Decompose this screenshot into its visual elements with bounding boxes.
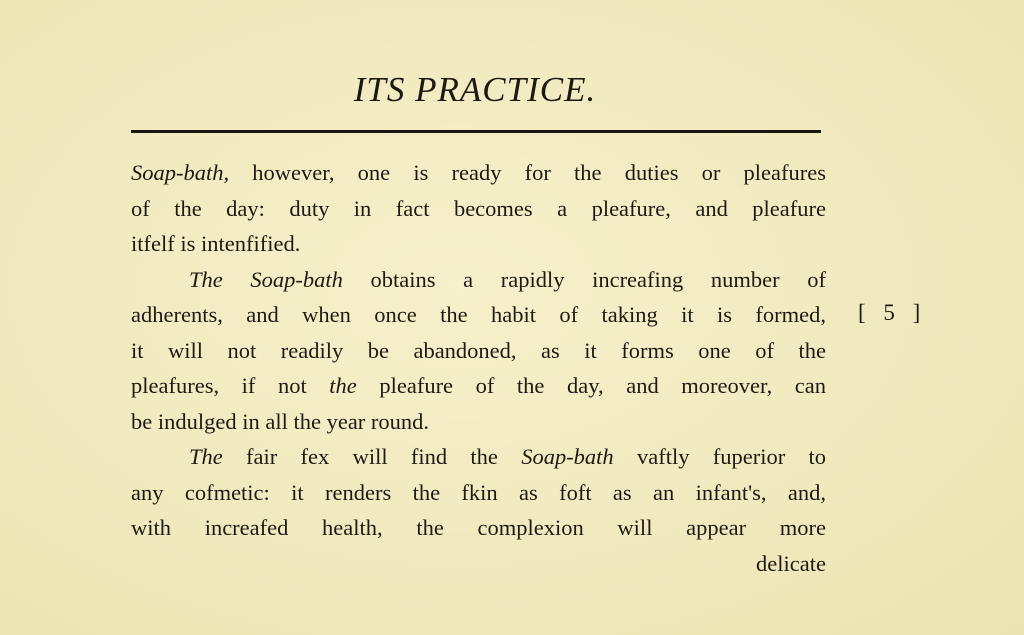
text-line: The fair fex will find the Soap-bath vaftly fuperior to <box>189 444 827 469</box>
text-line: adherents, and when once the habit of taking it is formed, <box>131 302 826 327</box>
text-line: Soap-bath, however, one is ready for the duties or pleafures <box>131 160 826 185</box>
text-line: it will not readily be abandoned, as it forms one of the <box>131 337 826 363</box>
text-line: of the day: duty in fact becomes a pleafure, and pleafure <box>131 195 826 221</box>
text-line: any cofmetic: it renders the fkin as foft as an infant's, and, <box>131 479 826 505</box>
text-line: with increafed health, the complexion will appear more <box>131 515 826 540</box>
text-line: The Soap-bath obtains a rapidly increafing number of <box>189 266 826 292</box>
page-title: ITS PRACTICE. <box>353 70 597 109</box>
body-text <box>131 155 826 581</box>
text-line: pleafures, if not the pleafure of the day, and moreover, can <box>131 373 826 398</box>
text-line: itfelf is intenfified. <box>131 231 301 256</box>
catchword: delicate <box>756 550 826 576</box>
text-line: be indulged in all the year round. <box>131 408 430 434</box>
page-number-marker: [ 5 ] <box>858 300 927 325</box>
title-rule <box>131 130 821 133</box>
